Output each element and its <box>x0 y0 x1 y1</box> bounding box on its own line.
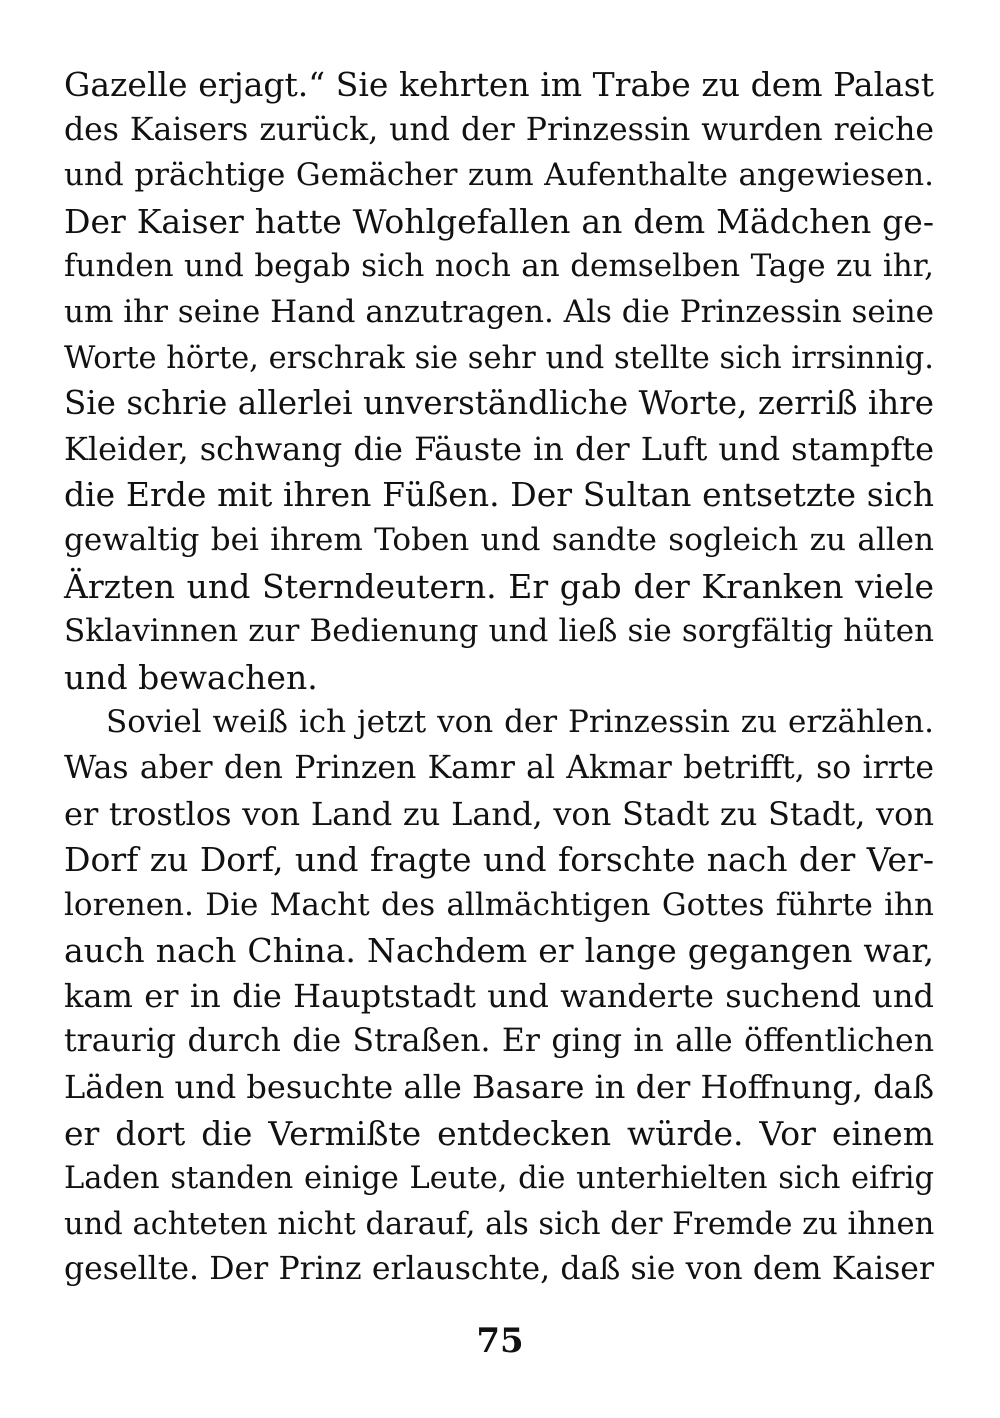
text-line: und prächtige Gemächer zum Aufenthalte angewiesen. <box>64 157 934 194</box>
text-line: Sie schrie allerlei unverständliche Worte, zerriß ihre <box>64 384 934 423</box>
text-line: lorenen. Die Macht des allmächtigen Gottes führte ihn <box>64 886 934 923</box>
text-line: Laden standen einige Leute, die unterhielten sich eifrig <box>64 1161 934 1197</box>
text-line: funden und begab sich noch an demselben Tage zu ihr, <box>64 248 934 285</box>
paragraph-end-line: und bewachen. <box>64 657 318 697</box>
text-line: Kleider, schwang die Fäuste in der Luft und stampfte <box>64 429 934 468</box>
text-line: Sklavinnen zur Bedienung und ließ sie sorgfältig hüten <box>64 613 934 650</box>
text-line: auch nach China. Nachdem er lange gegangen war, <box>64 931 934 971</box>
text-line: Ärzten und Sterndeutern. Er gab der Kranken viele <box>64 566 934 606</box>
text-line: und achteten nicht darauf, als sich der Fremde zu ihnen <box>64 1206 935 1242</box>
paragraph-start-line: Soviel weiß ich jetzt von der Prinzessin zu erzählen. <box>106 704 934 741</box>
text-line: Was aber den Prinzen Kamr al Akmar betrifft, so irrte <box>64 749 934 786</box>
text-line: kam er in die Hauptstadt und wanderte suchend und <box>64 976 934 1015</box>
text-line: des Kaisers zurück, und der Prinzessin wurden reiche <box>64 111 934 148</box>
text-line: traurig durch die Straßen. Er ging in alle öffentlichen <box>64 1023 934 1060</box>
page-number: 75 <box>476 1321 524 1361</box>
text-line: er trostlos von Land zu Land, von Stadt zu Stadt, von <box>64 794 934 833</box>
body-text <box>64 62 934 1293</box>
text-line: Der Kaiser hatte Wohlgefallen an dem Mädchen ge- <box>64 201 934 241</box>
text-line: Worte hörte, erschrak sie sehr und stellte sich irrsinnig. <box>64 340 934 376</box>
text-line: Dorf zu Dorf, und fragte und forschte nach der Ver- <box>64 840 934 880</box>
text-line: um ihr seine Hand anzutragen. Als die Prinzessin seine <box>64 293 934 330</box>
text-line: gesellte. Der Prinz erlauschte, daß sie von dem Kaiser <box>64 1251 934 1288</box>
text-line: die Erde mit ihren Füßen. Der Sultan entsetzte sich <box>64 475 934 515</box>
text-line: gewaltig bei ihrem Toben und sandte sogleich zu allen <box>64 521 934 558</box>
text-line: er dort die Vermißte entdecken würde. Vor einem <box>64 1113 934 1153</box>
text-line: Läden und besuchte alle Basare in der Hoffnung, daß <box>64 1068 934 1107</box>
text-line: Gazelle erjagt.“ Sie kehrten im Trabe zu dem Palast <box>64 65 934 104</box>
